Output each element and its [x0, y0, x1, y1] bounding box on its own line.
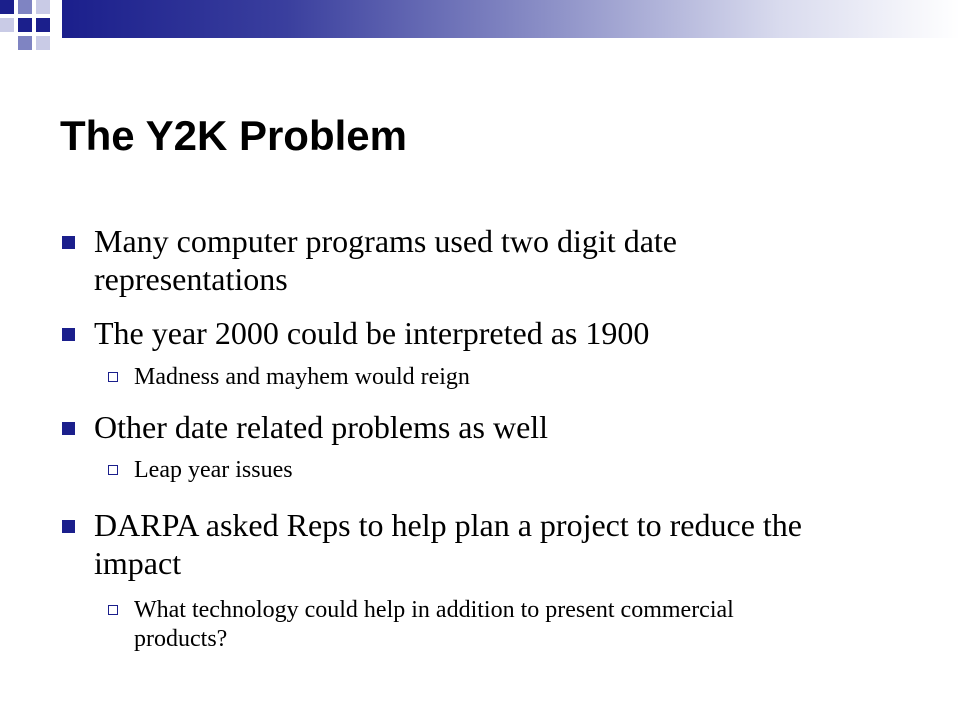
- deco-square: [0, 18, 14, 32]
- hollow-square-bullet-icon: [108, 372, 118, 382]
- bullet-text: Many computer programs used two digit date representations: [94, 223, 677, 297]
- deco-square: [36, 18, 50, 32]
- square-bullet-icon: [62, 236, 75, 249]
- corner-decoration: [0, 0, 62, 56]
- square-bullet-icon: [62, 422, 75, 435]
- bullet-text: The year 2000 could be interpreted as 1900: [94, 315, 650, 351]
- sub-bullet-text: Leap year issues: [134, 457, 293, 483]
- sub-bullet-text: Madness and mayhem would reign: [134, 364, 470, 390]
- deco-square: [36, 36, 50, 50]
- sub-bullet-text: What technology could help in addition to present commercial products?: [134, 597, 734, 652]
- square-bullet-icon: [62, 520, 75, 533]
- hollow-square-bullet-icon: [108, 605, 118, 615]
- bullet-text: DARPA asked Reps to help plan a project to reduce the impact: [94, 507, 802, 581]
- hollow-square-bullet-icon: [108, 465, 118, 475]
- deco-square: [18, 18, 32, 32]
- slide-title: The Y2K Problem: [60, 112, 407, 159]
- deco-square: [36, 0, 50, 14]
- deco-square: [18, 0, 32, 14]
- header-gradient-bar: [62, 0, 960, 38]
- deco-square: [18, 36, 32, 50]
- deco-square: [0, 0, 14, 14]
- bullet-text: Other date related problems as well: [94, 409, 549, 445]
- square-bullet-icon: [62, 328, 75, 341]
